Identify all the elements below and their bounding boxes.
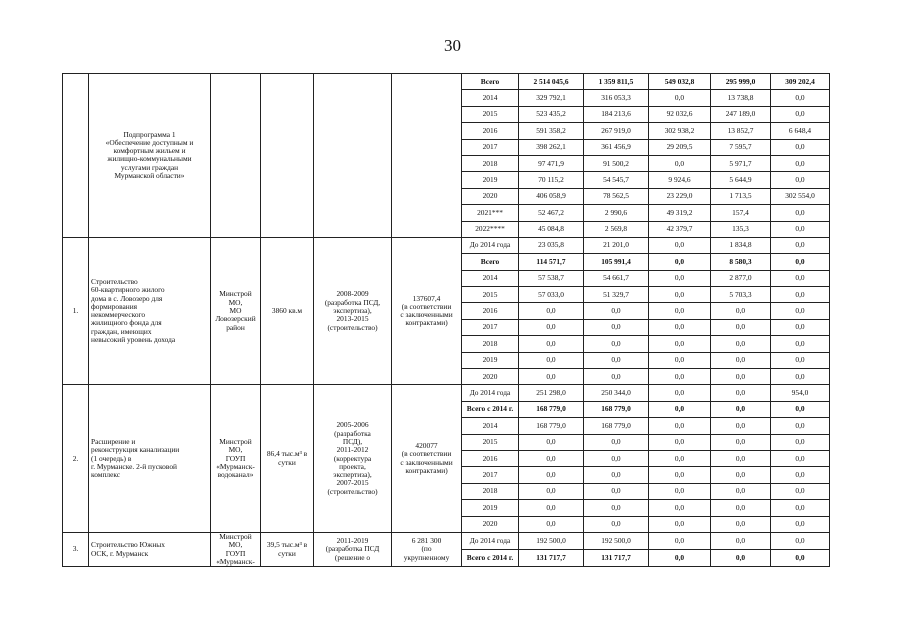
year-cell: До 2014 года xyxy=(462,532,519,549)
capacity-cell xyxy=(261,74,314,238)
amount-cell: 0,0 xyxy=(584,336,649,352)
amount-cell: 0,0 xyxy=(519,483,584,499)
page-number: 30 xyxy=(444,36,461,55)
item-cost xyxy=(392,532,462,566)
amount-cell: 2 990,6 xyxy=(584,205,649,221)
amount-cell: 0,0 xyxy=(771,500,830,516)
year-cell: Всего xyxy=(462,74,519,90)
amount-cell: 7 595,7 xyxy=(711,139,771,155)
year-cell: 2019 xyxy=(462,172,519,188)
amount-cell: 0,0 xyxy=(771,106,830,122)
amount-cell: 6 648,4 xyxy=(771,123,830,139)
amount-cell: 0,0 xyxy=(771,434,830,450)
amount-cell: 0,0 xyxy=(711,516,771,532)
amount-cell: 0,0 xyxy=(711,336,771,352)
year-cell: До 2014 года xyxy=(462,237,519,253)
amount-cell: 0,0 xyxy=(771,483,830,499)
amount-cell: 0,0 xyxy=(649,401,711,417)
amount-cell: 23 229,0 xyxy=(649,188,711,204)
cell-line: МО xyxy=(229,306,242,316)
amount-cell: 0,0 xyxy=(711,418,771,434)
amount-cell: 247 189,0 xyxy=(711,106,771,122)
cell-line: (разработка xyxy=(334,428,371,438)
amount-cell: 0,0 xyxy=(771,254,830,270)
amount-cell: 0,0 xyxy=(519,467,584,483)
cell-line: (разработка ПСД xyxy=(325,544,380,554)
amount-cell: 0,0 xyxy=(771,172,830,188)
year-cell: 2019 xyxy=(462,500,519,516)
amount-cell: 78 562,5 xyxy=(584,188,649,204)
year-cell: 2016 xyxy=(462,123,519,139)
num-cell xyxy=(63,74,89,238)
year-cell: 2016 xyxy=(462,303,519,319)
amount-cell: 23 035,8 xyxy=(519,237,584,253)
amount-cell: 0,0 xyxy=(771,532,830,549)
amount-cell: 0,0 xyxy=(584,450,649,466)
item-number: 1. xyxy=(63,237,89,385)
amount-cell: 184 213,6 xyxy=(584,106,649,122)
item-cost xyxy=(392,237,462,385)
subprogram-title xyxy=(89,74,211,238)
cell-line: 137607,4 xyxy=(412,293,441,303)
cell-line: 2005-2006 xyxy=(336,420,369,430)
amount-cell: 0,0 xyxy=(771,270,830,286)
amount-cell: 329 792,1 xyxy=(519,90,584,106)
budget-table xyxy=(62,73,830,567)
year-cell: 2018 xyxy=(462,483,519,499)
amount-cell: 0,0 xyxy=(771,90,830,106)
cell-line: укрупненному xyxy=(403,552,450,562)
amount-cell: 0,0 xyxy=(771,418,830,434)
amount-cell: 302 554,0 xyxy=(771,188,830,204)
item-name xyxy=(89,532,211,566)
cell-line: Минстрой МО, xyxy=(219,289,252,307)
amount-cell: 0,0 xyxy=(649,434,711,450)
cell-line: (в соответствии xyxy=(401,301,452,311)
amount-cell: 302 938,2 xyxy=(649,123,711,139)
amount-cell: 0,0 xyxy=(649,516,711,532)
amount-cell: 0,0 xyxy=(771,155,830,171)
amount-cell: 0,0 xyxy=(519,352,584,368)
amount-cell: 131 717,7 xyxy=(519,550,584,567)
amount-cell: 13 738,8 xyxy=(711,90,771,106)
cell-line: (в соответствии xyxy=(401,449,452,459)
customer-cell xyxy=(211,74,261,238)
amount-cell: 251 298,0 xyxy=(519,385,584,401)
amount-cell: 295 999,0 xyxy=(711,74,771,90)
amount-cell: 0,0 xyxy=(649,287,711,303)
amount-cell: 0,0 xyxy=(711,500,771,516)
amount-cell: 0,0 xyxy=(584,319,649,335)
cell-line: г. Мурманске. 2-й пусковой xyxy=(91,461,177,471)
amount-cell: 0,0 xyxy=(649,254,711,270)
cell-line: «Мурманск- xyxy=(216,556,255,566)
amount-cell: 267 919,0 xyxy=(584,123,649,139)
amount-cell: 0,0 xyxy=(711,483,771,499)
cell-line: формирования xyxy=(91,301,138,311)
amount-cell: 0,0 xyxy=(584,500,649,516)
amount-cell: 316 053,3 xyxy=(584,90,649,106)
cell-line: комфортным жильем и xyxy=(113,146,186,156)
amount-cell: 0,0 xyxy=(649,418,711,434)
item-period xyxy=(314,532,392,566)
year-cell: 2017 xyxy=(462,467,519,483)
amount-cell: 0,0 xyxy=(519,500,584,516)
cell-line: Расширение и xyxy=(91,436,136,446)
amount-cell: 0,0 xyxy=(584,483,649,499)
amount-cell: 0,0 xyxy=(519,450,584,466)
amount-cell: 9 924,6 xyxy=(649,172,711,188)
cell-line: Строительство Южных xyxy=(91,540,165,550)
year-cell: Всего с 2014 г. xyxy=(462,401,519,417)
amount-cell: 0,0 xyxy=(711,369,771,385)
cell-line: 60-квартирного жилого xyxy=(91,285,165,295)
cell-line: ГОУП xyxy=(225,548,246,558)
cell-line: (корректура xyxy=(333,453,372,463)
amount-cell: 29 209,5 xyxy=(649,139,711,155)
cell-line: дома в с. Ловозеро для xyxy=(91,293,163,303)
year-cell: 2014 xyxy=(462,418,519,434)
amount-cell: 52 467,2 xyxy=(519,205,584,221)
amount-cell: 0,0 xyxy=(584,434,649,450)
amount-cell: 0,0 xyxy=(771,352,830,368)
amount-cell: 0,0 xyxy=(584,352,649,368)
year-cell: До 2014 года xyxy=(462,385,519,401)
amount-cell: 0,0 xyxy=(711,434,771,450)
amount-cell: 0,0 xyxy=(771,516,830,532)
year-cell: 2014 xyxy=(462,270,519,286)
amount-cell: 0,0 xyxy=(771,287,830,303)
cell-line: проекта, xyxy=(339,461,366,471)
amount-cell: 0,0 xyxy=(711,550,771,567)
item-number: 3. xyxy=(63,532,89,566)
amount-cell: 0,0 xyxy=(711,450,771,466)
cell-line: экспертиза), xyxy=(333,470,372,480)
table-row xyxy=(63,385,830,401)
cell-line: (по xyxy=(421,544,432,554)
amount-cell: 0,0 xyxy=(771,550,830,567)
amount-cell: 0,0 xyxy=(649,483,711,499)
cell-line: контрактами) xyxy=(405,465,448,475)
amount-cell: 2 569,8 xyxy=(584,221,649,237)
cell-line: ОСК, г. Мурманск xyxy=(91,548,149,558)
amount-cell: 13 852,7 xyxy=(711,123,771,139)
amount-cell: 954,0 xyxy=(771,385,830,401)
cell-line: ГОУП xyxy=(225,453,246,463)
amount-cell: 591 358,2 xyxy=(519,123,584,139)
item-name xyxy=(89,237,211,385)
amount-cell: 406 058,9 xyxy=(519,188,584,204)
amount-cell: 0,0 xyxy=(519,434,584,450)
amount-cell: 1 834,8 xyxy=(711,237,771,253)
amount-cell: 0,0 xyxy=(649,155,711,171)
year-cell: 2022**** xyxy=(462,221,519,237)
amount-cell: 5 703,3 xyxy=(711,287,771,303)
cell-line: 39,5 тыс.м³ в xyxy=(266,540,308,550)
amount-cell: 0,0 xyxy=(649,90,711,106)
cell-line: (строительство) xyxy=(327,486,378,496)
item-customer xyxy=(211,237,261,385)
amount-cell: 91 500,2 xyxy=(584,155,649,171)
amount-cell: 0,0 xyxy=(711,532,771,549)
amount-cell: 0,0 xyxy=(711,401,771,417)
amount-cell: 0,0 xyxy=(649,467,711,483)
cell-line: (разработка ПСД, xyxy=(324,297,381,307)
amount-cell: 2 877,0 xyxy=(711,270,771,286)
amount-cell: 131 717,7 xyxy=(584,550,649,567)
amount-cell: 168 779,0 xyxy=(584,418,649,434)
amount-cell: 54 661,7 xyxy=(584,270,649,286)
cell-line: с заключенными xyxy=(400,457,453,467)
amount-cell: 0,0 xyxy=(771,369,830,385)
amount-cell: 57 538,7 xyxy=(519,270,584,286)
cell-line: район xyxy=(226,322,245,332)
amount-cell: 1 713,5 xyxy=(711,188,771,204)
cell-line: контрактами) xyxy=(405,318,448,328)
item-period xyxy=(314,237,392,385)
table-row xyxy=(63,74,830,90)
amount-cell: 42 379,7 xyxy=(649,221,711,237)
cell-line: сутки xyxy=(278,457,296,467)
amount-cell: 0,0 xyxy=(771,221,830,237)
amount-cell: 0,0 xyxy=(649,336,711,352)
amount-cell: 8 580,3 xyxy=(711,254,771,270)
year-cell: 2017 xyxy=(462,319,519,335)
amount-cell: 0,0 xyxy=(584,516,649,532)
amount-cell: 0,0 xyxy=(519,336,584,352)
cell-line: с заключенными xyxy=(400,310,453,320)
cell-line: водоканал» xyxy=(217,470,254,480)
amount-cell: 0,0 xyxy=(649,303,711,319)
cell-line: 2013-2015 xyxy=(336,314,369,324)
amount-cell: 114 571,7 xyxy=(519,254,584,270)
amount-cell: 54 545,7 xyxy=(584,172,649,188)
amount-cell: 309 202,4 xyxy=(771,74,830,90)
cell-line: экспертиза), xyxy=(333,306,372,316)
year-cell: 2020 xyxy=(462,188,519,204)
amount-cell: 0,0 xyxy=(771,139,830,155)
amount-cell: 5 971,7 xyxy=(711,155,771,171)
cell-line: 420077 xyxy=(415,441,438,451)
amount-cell: 0,0 xyxy=(519,369,584,385)
table-body xyxy=(63,74,830,567)
amount-cell: 2 514 045,6 xyxy=(519,74,584,90)
cell-line: (строительство) xyxy=(327,322,378,332)
amount-cell: 0,0 xyxy=(649,319,711,335)
amount-cell: 1 359 811,5 xyxy=(584,74,649,90)
amount-cell: 57 033,0 xyxy=(519,287,584,303)
cell-line: ПСД), xyxy=(342,436,363,446)
amount-cell: 21 201,0 xyxy=(584,237,649,253)
cell-line: сутки xyxy=(278,548,296,558)
amount-cell: 0,0 xyxy=(649,385,711,401)
amount-cell: 70 115,2 xyxy=(519,172,584,188)
amount-cell: 0,0 xyxy=(711,385,771,401)
amount-cell: 51 329,7 xyxy=(584,287,649,303)
cell-line: 2011-2019 xyxy=(336,536,369,546)
item-number: 2. xyxy=(63,385,89,533)
amount-cell: 105 991,4 xyxy=(584,254,649,270)
amount-cell: 97 471,9 xyxy=(519,155,584,171)
amount-cell: 0,0 xyxy=(649,450,711,466)
amount-cell: 0,0 xyxy=(771,401,830,417)
cell-line: услугами граждан xyxy=(120,162,179,172)
cell-line: «Обеспечение доступным и xyxy=(105,137,194,147)
cell-line: «Мурманск- xyxy=(216,461,255,471)
amount-cell: 0,0 xyxy=(771,467,830,483)
cell-line: Строительство xyxy=(91,277,138,287)
amount-cell: 0,0 xyxy=(711,467,771,483)
amount-cell: 157,4 xyxy=(711,205,771,221)
cell-line: жилищно-коммунальными xyxy=(107,154,192,164)
cell-line: 2008-2009 xyxy=(336,289,369,299)
year-cell: Всего xyxy=(462,254,519,270)
amount-cell: 5 644,9 xyxy=(711,172,771,188)
amount-cell: 0,0 xyxy=(649,237,711,253)
cell-line: 3860 кв.м xyxy=(271,306,303,316)
amount-cell: 192 500,0 xyxy=(584,532,649,549)
amount-cell: 361 456,9 xyxy=(584,139,649,155)
amount-cell: 0,0 xyxy=(771,336,830,352)
cell-line: реконструкция канализации xyxy=(91,445,180,455)
amount-cell: 168 779,0 xyxy=(519,401,584,417)
year-cell: 2018 xyxy=(462,336,519,352)
item-customer xyxy=(211,385,261,533)
amount-cell: 0,0 xyxy=(519,516,584,532)
year-cell: 2014 xyxy=(462,90,519,106)
amount-cell: 0,0 xyxy=(649,369,711,385)
cell-line: 2011-2012 xyxy=(336,445,369,455)
amount-cell: 0,0 xyxy=(771,450,830,466)
item-capacity xyxy=(261,532,314,566)
year-cell: 2015 xyxy=(462,434,519,450)
cell-line: невысокий уровень дохода xyxy=(91,335,176,344)
amount-cell: 398 262,1 xyxy=(519,139,584,155)
amount-cell: 0,0 xyxy=(649,532,711,549)
cell-line: жилищного фонда для xyxy=(91,318,162,328)
cost-cell xyxy=(392,74,462,238)
cell-line: Минстрой МО, xyxy=(219,532,252,550)
amount-cell: 523 435,2 xyxy=(519,106,584,122)
amount-cell: 250 344,0 xyxy=(584,385,649,401)
year-cell: 2018 xyxy=(462,155,519,171)
amount-cell: 45 084,8 xyxy=(519,221,584,237)
table-row xyxy=(63,237,830,253)
year-cell: 2016 xyxy=(462,450,519,466)
year-cell: 2019 xyxy=(462,352,519,368)
cell-line: 6 281 300 xyxy=(411,536,442,546)
cell-line: комплекс xyxy=(91,470,121,480)
year-cell: 2015 xyxy=(462,287,519,303)
amount-cell: 0,0 xyxy=(711,352,771,368)
amount-cell: 168 779,0 xyxy=(519,418,584,434)
amount-cell: 0,0 xyxy=(519,319,584,335)
item-capacity xyxy=(261,385,314,533)
amount-cell: 168 779,0 xyxy=(584,401,649,417)
year-cell: 2015 xyxy=(462,106,519,122)
amount-cell: 49 319,2 xyxy=(649,205,711,221)
year-cell: 2021*** xyxy=(462,205,519,221)
amount-cell: 0,0 xyxy=(519,303,584,319)
cell-line: (1 очередь) в xyxy=(91,453,132,463)
amount-cell: 92 032,6 xyxy=(649,106,711,122)
amount-cell: 0,0 xyxy=(771,237,830,253)
item-period xyxy=(314,385,392,533)
amount-cell: 0,0 xyxy=(584,369,649,385)
amount-cell: 0,0 xyxy=(771,205,830,221)
amount-cell: 549 032,8 xyxy=(649,74,711,90)
cell-line: Минстрой МО, xyxy=(219,436,252,455)
year-cell: Всего с 2014 г. xyxy=(462,550,519,567)
amount-cell: 0,0 xyxy=(771,303,830,319)
amount-cell: 192 500,0 xyxy=(519,532,584,549)
amount-cell: 135,3 xyxy=(711,221,771,237)
item-name xyxy=(89,385,211,533)
cell-line: 86,4 тыс.м³ в xyxy=(266,449,308,459)
year-cell: 2020 xyxy=(462,516,519,532)
cell-line: некоммерческого xyxy=(91,310,146,320)
cell-line: (решение о xyxy=(334,552,371,562)
table-row xyxy=(63,532,830,549)
amount-cell: 0,0 xyxy=(771,319,830,335)
amount-cell: 0,0 xyxy=(649,352,711,368)
amount-cell: 0,0 xyxy=(649,500,711,516)
amount-cell: 0,0 xyxy=(649,550,711,567)
amount-cell: 0,0 xyxy=(584,303,649,319)
year-cell: 2020 xyxy=(462,369,519,385)
amount-cell: 0,0 xyxy=(711,303,771,319)
item-customer xyxy=(211,532,261,566)
cell-line: Ловозерский xyxy=(215,314,256,324)
amount-cell: 0,0 xyxy=(649,270,711,286)
cell-line: Подпрограмма 1 xyxy=(123,129,176,139)
amount-cell: 0,0 xyxy=(584,467,649,483)
cell-line: граждан, имеющих xyxy=(91,326,152,336)
cell-line: 2007-2015 xyxy=(336,478,369,488)
period-cell xyxy=(314,74,392,238)
year-cell: 2017 xyxy=(462,139,519,155)
cell-line: Мурманской области» xyxy=(114,171,185,181)
item-capacity xyxy=(261,237,314,385)
item-cost xyxy=(392,385,462,533)
amount-cell: 0,0 xyxy=(711,319,771,335)
